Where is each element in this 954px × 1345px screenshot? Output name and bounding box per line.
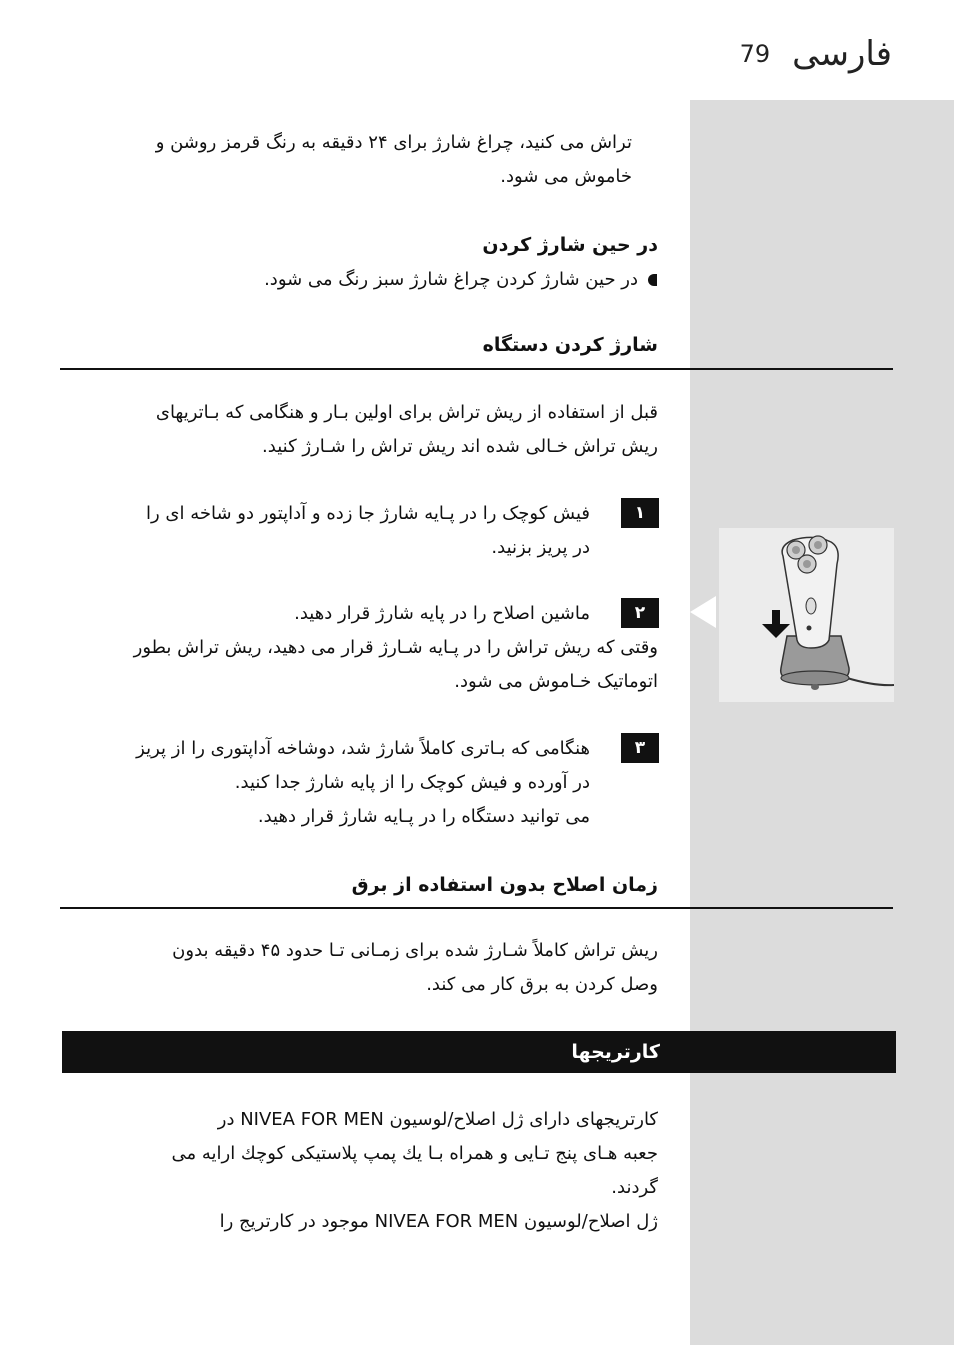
step-1-text (30, 497, 590, 565)
step-3-badge: ۳ (621, 733, 659, 763)
cartridges-line: جعبه هـای پنج تـایی و همراه بـا یك پمپ پلاستیکی کوچك ارایه می (171, 1143, 658, 1164)
step-3-text (30, 732, 590, 834)
while-charging-text (38, 263, 658, 297)
step-2-badge: ۲ (621, 598, 659, 628)
step-line: در پریز بزنید. (491, 537, 590, 558)
time-line: وصل کردن به برق کار می کند. (426, 974, 658, 995)
intro-line: خاموش می شود. (500, 166, 632, 187)
step-line: وقتی که ریش تراش را در پـایه شـارژ قرار می دهید، ریش تراش بطور (133, 637, 658, 658)
cartridges-text (38, 1103, 658, 1239)
shaver-figure (719, 528, 894, 702)
while-charging-heading: در حین شارژ کردن (482, 234, 658, 256)
step-line: هنگامی که بـاتری کاملاً شارژ شد، دوشاخه آداپتوری را از پریز (136, 738, 590, 759)
cordless-time-text (38, 934, 658, 1002)
charging-intro-line: ریش تراش خـالی شده اند ریش تراش را شـارژ کنید. (262, 436, 658, 457)
page-number: 79 (739, 40, 771, 68)
sidebar-margin (690, 100, 954, 1345)
time-line: ریش تراش کاملاً شـارژ شده برای زمـانی تـا حدود ۴۵ دقیقه بدون (172, 940, 658, 961)
page-header (740, 34, 892, 74)
arrow-down-icon (762, 610, 790, 638)
step-line: فیش کوچک را در پـایه شارژ جا زده و آداپتور دو شاخه ای را (146, 503, 590, 524)
charging-section-heading: شارژ کردن دستگاه (482, 334, 658, 356)
step-line: اتوماتیک خـاموش می شود. (454, 671, 658, 692)
charging-intro (38, 396, 658, 464)
page-language-title: فارسی (792, 34, 892, 74)
intro-paragraph (32, 126, 632, 194)
intro-line: تراش می کنید، چراغ شارژ برای ۲۴ دقیقه به رنگ قرمز روشن و (155, 132, 632, 153)
cordless-time-heading: زمان اصلاح بدون استفاده از برق (351, 874, 658, 896)
step-line: در آورده و فیش کوچک را از پایه شارژ جدا کنید. (234, 772, 590, 793)
figure-pointer (690, 596, 716, 628)
step-line: می توانید دستگاه را در پـایه شارژ قرار دهید. (257, 806, 590, 827)
step-2-line-1: ماشین اصلاح را در پایه شارژ قرار دهید. (294, 603, 590, 624)
cartridges-line: کارتریجهای دارای ژل اصلاح/لوسیون NIVEA FOR MEN در (217, 1109, 658, 1130)
cartridges-banner (62, 1031, 896, 1073)
half-circle-icon (644, 273, 658, 287)
step-1-badge: ۱ (621, 498, 659, 528)
while-charging-line: در حین شارژ کردن چراغ شارژ سبز رنگ می شود. (264, 269, 638, 290)
section-divider (60, 907, 893, 909)
charging-intro-line: قبل از استفاده از ریش تراش برای اولین بـار و هنگامی که بـاتریهای (155, 402, 658, 423)
cartridges-line: ژل اصلاح/لوسیون NIVEA FOR MEN موجود در کارتریج را (219, 1211, 658, 1232)
step-2-continuation (38, 631, 658, 699)
cartridges-line: گردند. (611, 1177, 658, 1198)
section-divider (60, 368, 893, 370)
shaver-in-charging-stand-icon (719, 528, 894, 702)
cartridges-banner-title: کارتریجها (571, 1041, 660, 1063)
